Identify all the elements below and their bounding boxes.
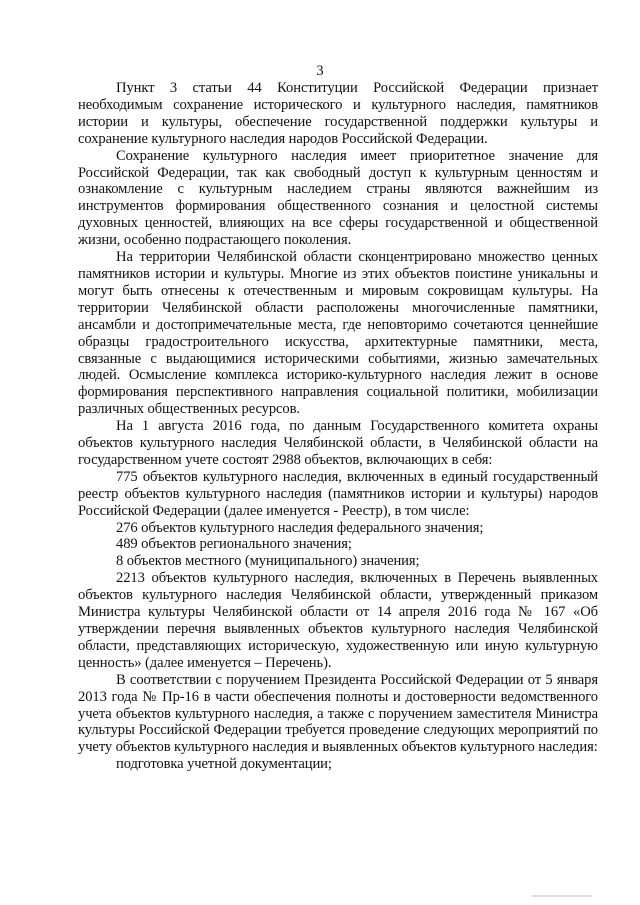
- paragraph-chelyabinsk-monuments: На территории Челябинской области сконцентрировано множество ценных памятников истории и культуры. Многие из этих объектов поистине уникальны и могут быть отнесены к отечественным и мировым сокровищам культуры. На территории Челябинской области расположены многочисленные памятники, ансамбли и достопримечательные места, где неповторимо сочетаются ценнейшие образцы градостроительного искусства, архитектурные памятники, места, связанные с выдающимися историческими событиями, жизнью замечательных людей. Осмысление комплекса историко-культурного наследия лежит в основе формирования перспективного направления социальной политики, мобилизации различных общественных ресурсов.: [78, 249, 598, 418]
- scan-artifact-line: [532, 895, 592, 897]
- document-body: [78, 80, 598, 773]
- paragraph-constitution: Пункт 3 статьи 44 Конституции Российской Федерации признает необходимым сохранение исторического и культурного наследия, памятников истории и культуры, обеспечение государственной поддержки культуры и сохранение культурного наследия народов Российской Федерации.: [78, 80, 598, 147]
- paragraph-identified-objects: 2213 объектов культурного наследия, включенных в Перечень выявленных объектов культурного наследия Челябинской области, утвержденный приказом Министра культуры Челябинской области от 14 апреля 2016 года № 167 «Об утверждении перечня выявленных объектов культурного наследия Челябинской области, представляющих историческую, художественную или иную культурную ценность» (далее именуется – Перечень).: [78, 570, 598, 671]
- list-item-documentation: подготовка учетной документации;: [116, 756, 332, 773]
- paragraph-state-registry: На 1 августа 2016 года, по данным Государственного комитета охраны объектов культурного наследия Челябинской области, в Челябинской области на государственном учете состоят 2988 объектов, включающих в себя:: [78, 418, 598, 468]
- paragraph-president-order: В соответствии с поручением Президента Российской Федерации от 5 января 2013 года № Пр-16 в части обеспечения полноты и достоверности ведомственного учета объектов культурного наследия, а также с поручением заместителя Министра культуры Российской Федерации требуется проведение следующих мероприятий по учету объектов культурного наследия и выявленных объектов культурного наследия:: [78, 671, 598, 756]
- paragraph-heritage-priority: Сохранение культурного наследия имеет приоритетное значение для Российской Федерации, так как свободный доступ к культурным ценностям и ознакомление с культурным наследием страны являются важнейшим из инструментов формирования общественного сознания и целостной системы духовных ценностей, влияющих на все сферы государственной и общественной жизни, особенно подрастающего поколения.: [78, 147, 598, 249]
- page-number: 3: [316, 63, 324, 79]
- list-item-regional: 489 объектов регионального значения;: [116, 536, 352, 553]
- list-item-local: 8 объектов местного (муниципального) значения;: [116, 553, 420, 570]
- paragraph-registry-objects: 775 объектов культурного наследия, включенных в единый государственный реестр объектов культурного наследия (памятников истории и культуры) народов Российской Федерации (далее именуется - Реестр), в том числе:: [78, 468, 598, 519]
- list-item-federal: 276 объектов культурного наследия федерального значения;: [116, 519, 484, 536]
